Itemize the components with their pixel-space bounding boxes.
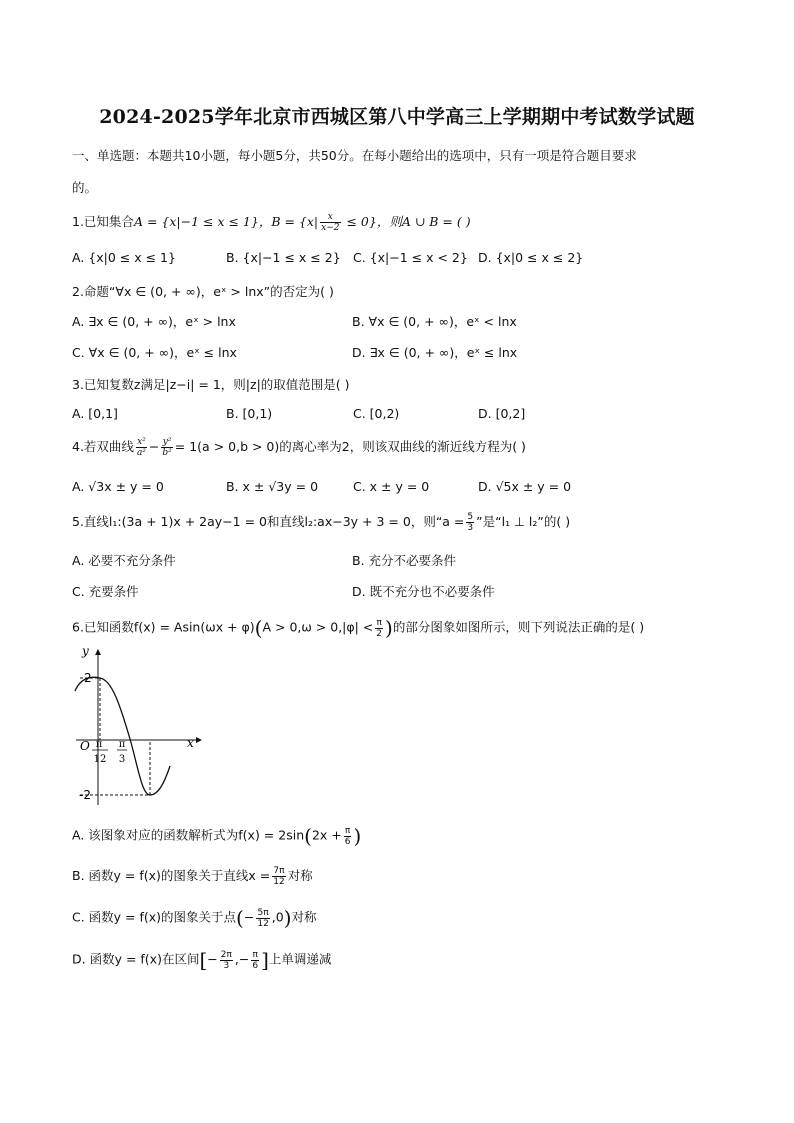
q6-option-b[interactable] — [72, 866, 313, 887]
q5-stem-suffix: ”是“l₁ ⊥ l₂”的( ) — [476, 514, 571, 529]
q3-option-a[interactable]: A. [0,1] — [72, 406, 118, 421]
q6-optA-text: A. 该图象对应的函数解析式为f(x) = 2sin — [72, 827, 305, 843]
q5-frac-den: 3 — [467, 523, 474, 533]
q5-option-c[interactable]: C. 充要条件 — [72, 584, 139, 599]
x-axis-arrow-icon — [196, 737, 202, 743]
q5-option-a[interactable]: A. 必要不充分条件 — [72, 553, 176, 568]
y-axis-arrow-icon — [95, 649, 101, 655]
page-title: 2024-2025学年北京市西城区第八中学高三上学期期中考试数学试题 — [99, 106, 695, 128]
q2-option-c[interactable]: C. ∀x ∈ (0, + ∞)，eˣ ≤ lnx — [72, 345, 237, 360]
q6-optA-num: π — [344, 825, 351, 836]
q6-option-d[interactable]: D. 函数y = f(x)在区间[− $\frac{2\pi}{3}$ ,− $\frac{\pi}{6}$ ]上单调递减 — [72, 948, 332, 972]
q6-stem-prefix: 6.已知函数f(x) = Asin(ωx + φ) — [72, 619, 255, 635]
q3-option-b[interactable]: B. [0,1) — [226, 406, 273, 421]
q5-option-d[interactable]: D. 既不充分也不必要条件 — [352, 584, 495, 599]
q4-stem-suffix: = 1(a > 0,b > 0)的离心率为2，则该双曲线的渐近线方程为( ) — [174, 439, 526, 454]
q3-stem: 3.已知复数z满足|z−i| = 1，则|z|的取值范围是( ) — [72, 377, 350, 392]
q3-option-c[interactable]: C. [0,2) — [353, 406, 400, 421]
q4-fraction-y — [161, 437, 172, 458]
q6-stem-conditions: A > 0,ω > 0,|φ| < — [262, 619, 374, 635]
q6-optA-den: 6 — [344, 836, 351, 847]
q1-option-b[interactable]: B. {x|−1 ≤ x ≤ 2} — [226, 250, 341, 265]
q1-stem-prefix: 1.已知集合 — [72, 214, 134, 229]
q1-frac-num: x — [320, 212, 340, 223]
q6-stem: 6.已知函数f(x) = Asin(ωx + φ)(A > 0,ω > 0,|φ| < $\frac{\pi}{2}$ )的部分图象如图所示，则下列说法正确的是( ) — [72, 616, 645, 640]
q6-stem-suffix: 的部分图象如图所示，则下列说法正确的是( ) — [392, 619, 645, 635]
section-heading-line2: 的。 — [72, 180, 98, 195]
q6-optA-frac — [344, 826, 352, 847]
y-axis-label: y — [82, 644, 89, 658]
y-max-label: 2 — [84, 671, 92, 685]
q1-stem — [72, 212, 471, 233]
tick1-num: π — [95, 739, 103, 750]
tick2-num: π — [118, 739, 126, 750]
q6-optC-frac — [256, 908, 269, 929]
q2-option-a[interactable]: A. ∃x ∈ (0, + ∞)，eˣ > lnx — [72, 314, 236, 329]
q6-function-graph — [72, 643, 204, 808]
q6-optC-suffix: 对称 — [291, 909, 317, 925]
q5-stem-prefix: 5.直线l₁:(3a + 1)x + 2ay−1 = 0和直线l₂:ax−3y + 3 = 0，则“a = — [72, 514, 465, 529]
q6-optD-den1: 3 — [223, 960, 230, 971]
tick2-den: 3 — [118, 754, 126, 765]
q6-frac-num: π — [376, 617, 382, 628]
q4-option-c[interactable]: C. x ± y = 0 — [353, 479, 430, 494]
q4-f1-num: x² — [137, 437, 146, 447]
q6-frac-den: 2 — [376, 628, 383, 639]
q4-stem-prefix: 4.若双曲线 — [72, 439, 134, 454]
q1-option-c[interactable]: C. {x|−1 ≤ x < 2} — [353, 250, 468, 265]
q6-optC-num: 5π — [257, 907, 269, 918]
q2-option-b[interactable]: B. ∀x ∈ (0, + ∞)，eˣ < lnx — [352, 314, 517, 329]
q1-option-d[interactable]: D. {x|0 ≤ x ≤ 2} — [478, 250, 584, 265]
q6-option-c[interactable]: C. 函数y = f(x)的图象关于点(− $\frac{5\pi}{12}$ ,0)对称 — [72, 906, 317, 930]
q6-optB-num: 7π — [273, 866, 285, 876]
origin-label: O — [80, 739, 90, 753]
q2-stem: 2.命题“∀x ∈ (0, + ∞)，eˣ > lnx”的否定为( ) — [72, 284, 334, 299]
q6-optB-frac — [272, 866, 285, 887]
q1-stem-sets: A = {x|−1 ≤ x ≤ 1}，B = {x| — [133, 214, 319, 229]
q6-optB-text: B. 函数y = f(x)的图象关于直线x = — [72, 868, 271, 883]
q6-optD-den2: 6 — [252, 960, 259, 971]
q1-stem-suffix: ≤ 0}，则A ∪ B = ( ) — [342, 214, 471, 229]
sine-curve — [75, 677, 170, 795]
x-axis-label: x — [187, 736, 194, 750]
q4-f1-den: a² — [136, 448, 146, 458]
q5-option-b[interactable]: B. 充分不必要条件 — [352, 553, 457, 568]
q4-f2-num: y² — [162, 437, 172, 447]
q1-option-a[interactable]: A. {x|0 ≤ x ≤ 1} — [72, 250, 176, 265]
q6-fraction — [375, 618, 383, 639]
q1-frac-den: x−2 — [321, 223, 340, 233]
q6-optD-text: D. 函数y = f(x)在区间 — [72, 951, 200, 967]
y-min-label: -2 — [79, 788, 91, 802]
q3-option-d[interactable]: D. [0,2] — [478, 406, 526, 421]
q4-f2-den: b² — [162, 448, 172, 458]
q1-fraction — [320, 212, 340, 233]
q4-option-a[interactable]: A. √3x ± y = 0 — [72, 479, 164, 494]
q5-frac-num: 5 — [467, 512, 474, 522]
q4-option-d[interactable]: D. √5x ± y = 0 — [478, 479, 572, 494]
section-heading-line1: 一、单选题：本题共10小题，每小题5分，共50分。在每小题给出的选项中，只有一项是符合题目要求 — [72, 148, 637, 163]
q4-minus: − — [148, 439, 160, 454]
q4-option-b[interactable]: B. x ± √3y = 0 — [226, 479, 319, 494]
q6-option-a[interactable]: A. 该图象对应的函数解析式为f(x) = 2sin(2x + $\frac{\pi}{6}$ ) — [72, 824, 362, 848]
q6-optD-frac1 — [220, 950, 233, 971]
q6-optC-text: C. 函数y = f(x)的图象关于点 — [72, 909, 237, 925]
q6-optD-frac2 — [251, 950, 259, 971]
q6-optD-suffix: 上单调递减 — [268, 951, 332, 967]
q6-optD-num2: π — [252, 949, 258, 960]
q6-optC-den: 12 — [257, 918, 269, 929]
q4-fraction-x — [136, 437, 147, 458]
q5-fraction — [466, 512, 474, 533]
tick1-den: 12 — [93, 754, 107, 765]
q4-stem — [72, 437, 526, 458]
q2-option-d[interactable]: D. ∃x ∈ (0, + ∞)，eˣ ≤ lnx — [352, 345, 518, 360]
q6-optB-suffix: 对称 — [287, 868, 313, 883]
q6-optA-arg: 2x + — [311, 827, 342, 843]
q6-optD-num1: 2π — [220, 949, 232, 960]
q5-stem — [72, 512, 570, 533]
q6-optB-den: 12 — [273, 877, 285, 887]
